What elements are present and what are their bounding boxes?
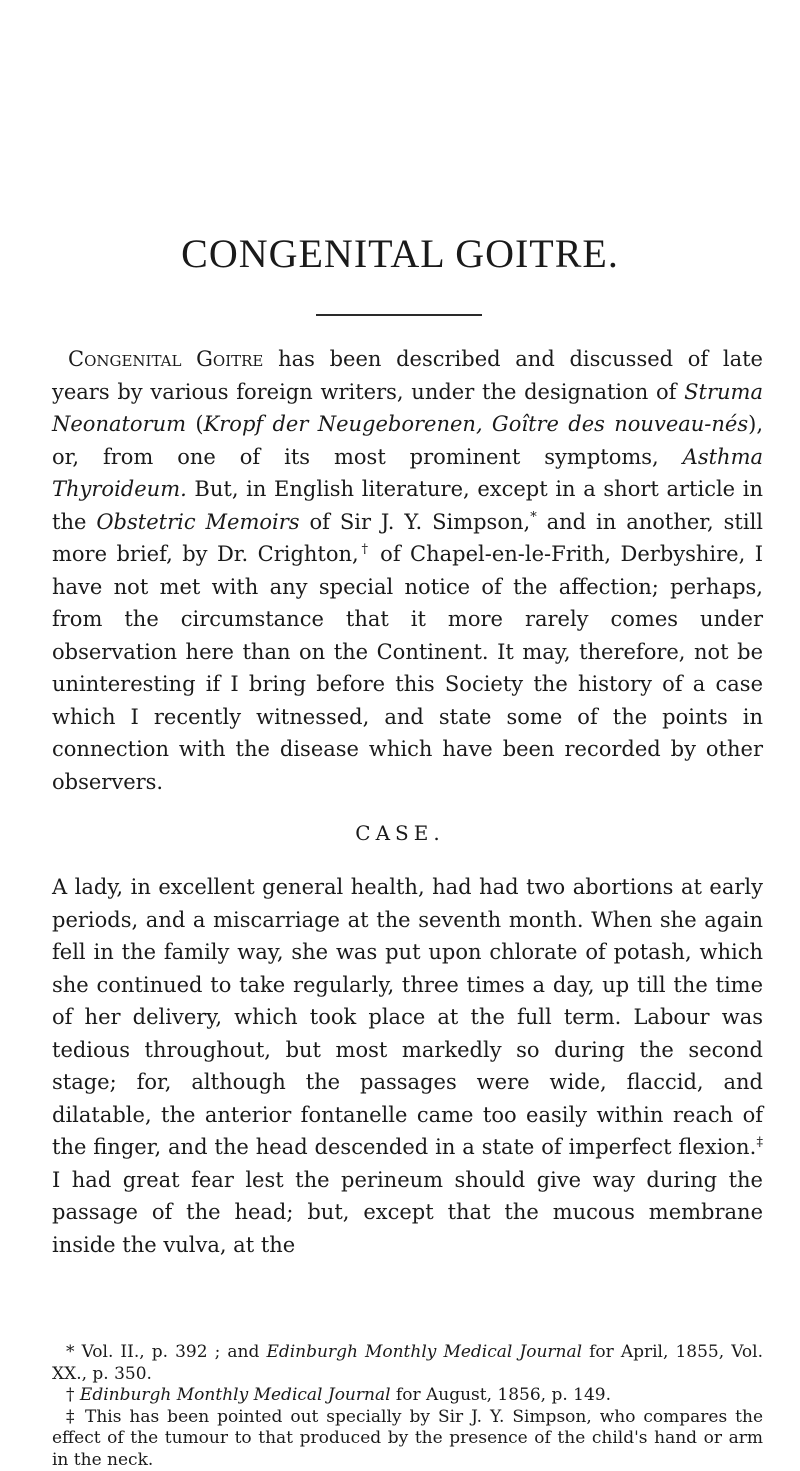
footnote-ref: *: [530, 510, 537, 525]
footnote-ref: ‡: [756, 1135, 763, 1150]
text-run: A lady, in excellent general health, had had two abortions at early periods, and a miscarriage at the seventh month. When she again fell in the family way, she was put upon chlorate of potash, which she continued to take regularly, three times a day, up till the time of her delivery, which took place at the full term. Labour was tedious throughout, but most markedly so during the second stage; for, although the passages were wide, flaccid, and dilatable, the anterior fontanelle came too easily within reach of the finger, and the head descended in a state of imperfect flexion.: [52, 875, 763, 1159]
page-title: CONGENITAL GOITRE.: [0, 228, 800, 280]
footnote-text: Vol. II., p. 392 ; and: [82, 1342, 267, 1362]
title-divider: [316, 314, 482, 316]
text-run: (: [186, 412, 204, 436]
text-run: ), or, from one of its most prominent symptoms,: [52, 412, 763, 469]
footnote-mark: ‡: [66, 1407, 85, 1427]
text-run: of Chapel-en-le-Frith, Derbyshire, I have not met with any special notice of the affection; perhaps, from the circumstance that it more rarely comes under observation here than on the Continent. It may, therefore, not be uninteresting if I bring before this Society the history of a case which I recently witnessed, and state some of the points in connection with the disease which have been recorded by other observers.: [52, 542, 763, 794]
intro-paragraph: [52, 343, 763, 798]
italic-term: Obstetric Memoirs: [96, 510, 299, 534]
italic-term: Struma Neonatorum: [52, 380, 763, 437]
footnote-italic: Edinburgh Monthly Medical Journal: [80, 1385, 391, 1405]
text-run: and in another, still more brief, by Dr. Crighton,: [52, 510, 763, 567]
text-run: But, in English literature, except in a short article in the: [52, 477, 763, 534]
italic-term: Kropf der Neugeborenen, Goître des nouveau-nés: [204, 412, 749, 436]
footnote: [52, 1342, 763, 1385]
italic-term: Asthma Thyroideum.: [52, 445, 763, 502]
footnote: [52, 1385, 763, 1407]
text-run: has been described and discussed of late years by various foreign writers, under the designation of: [52, 347, 763, 404]
text-run: I had great fear lest the perineum should give way during the passage of the head; but, except that the mucous membrane inside the vulva, at the: [52, 1168, 763, 1257]
footnotes: [52, 1342, 763, 1471]
footnote-mark: †: [66, 1385, 80, 1405]
footnote-text: This has been pointed out specially by Sir J. Y. Simpson, who compares the effect of the tumour to that produced by the presence of the child's hand or arm in the neck.: [52, 1407, 763, 1470]
text-run: of Sir J. Y. Simpson,: [300, 510, 531, 534]
case-paragraph: [52, 871, 763, 1261]
footnote-text: for April, 1855, Vol. XX., p. 350.: [52, 1342, 763, 1384]
lead-words: Congenital Goitre: [68, 347, 263, 371]
footnote-mark: *: [66, 1342, 82, 1362]
section-heading: CASE.: [0, 818, 800, 848]
footnote-text: for August, 1856, p. 149.: [391, 1385, 612, 1405]
footnote-ref: †: [359, 542, 371, 557]
footnote: [52, 1407, 763, 1471]
footnote-italic: Edinburgh Monthly Medical Journal: [266, 1342, 582, 1362]
